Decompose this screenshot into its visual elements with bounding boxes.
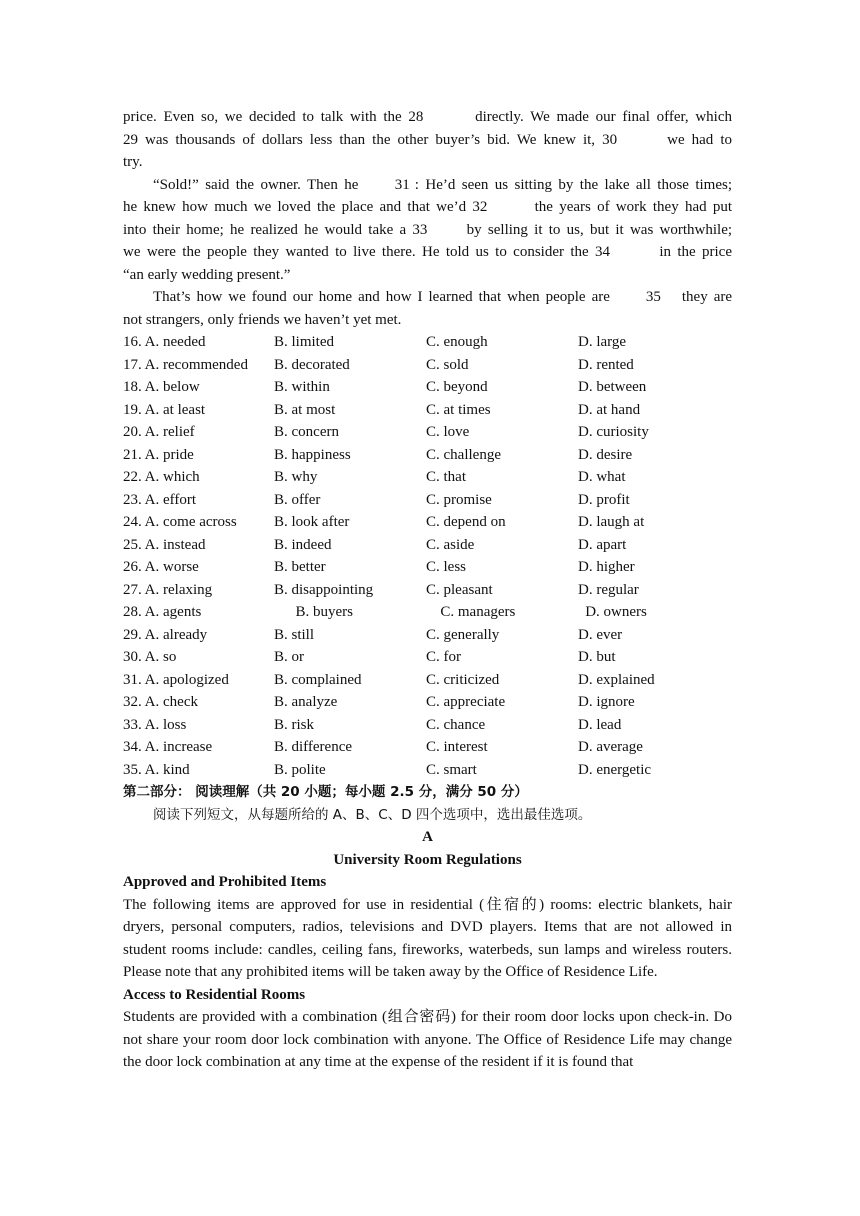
option-cell: C. aside <box>426 536 475 553</box>
passage-text: into their home; he realized he would take a <box>123 221 407 238</box>
option-cell: C. appreciate <box>426 694 506 710</box>
option-row <box>123 759 732 782</box>
passage-line <box>123 219 732 242</box>
option-cell: C. enough <box>426 334 488 350</box>
option-row <box>123 624 732 647</box>
option-cell: C. less <box>426 559 467 575</box>
passage-text: the years of work they had put <box>534 199 733 215</box>
passage-line <box>123 196 732 219</box>
option-cell: C. chance <box>426 716 486 733</box>
option-cell: 28. A. agents <box>123 604 202 620</box>
option-row <box>123 646 732 669</box>
option-cell: C. generally <box>426 626 500 643</box>
option-cell: 25. A. instead <box>123 536 206 553</box>
option-cell: C. for <box>426 649 461 665</box>
passage-line <box>123 286 732 309</box>
passage-text: : He’d seen us sitting by the lake all those times; <box>414 176 733 193</box>
option-row <box>123 669 732 692</box>
option-cell: 26. A. worse <box>123 559 199 575</box>
option-cell: B. happiness <box>274 446 351 463</box>
option-cell: D. what <box>578 469 626 485</box>
passage-text: we had to <box>667 131 732 148</box>
option-cell: B. at most <box>274 401 336 418</box>
option-cell: D. explained <box>578 671 655 688</box>
passage-text: “Sold!” said the owner. Then he <box>153 176 359 193</box>
option-cell: B. analyze <box>274 694 338 710</box>
option-row <box>123 736 732 759</box>
option-cell: D. at hand <box>578 401 641 418</box>
passage-text: we were the people they wanted to live there. He told us to consider the <box>123 244 589 260</box>
option-row <box>123 511 732 534</box>
option-cell: 21. A. pride <box>123 446 194 463</box>
option-row <box>123 579 732 602</box>
blank-number: 32 <box>472 199 488 215</box>
option-cell: B. within <box>274 379 330 395</box>
passage-line: “an early wedding present.” <box>123 266 291 283</box>
option-row <box>123 556 732 579</box>
option-row <box>123 489 732 512</box>
passage-line <box>123 129 732 152</box>
option-cell: C. managers <box>440 604 516 620</box>
passage-line <box>123 106 732 129</box>
option-row <box>123 601 732 624</box>
option-cell: D. average <box>578 739 643 755</box>
option-cell: D. curiosity <box>578 424 649 440</box>
passage-text: price. Even so, we decided to talk with the <box>123 109 402 125</box>
option-row <box>123 331 732 354</box>
option-cell: C. criticized <box>426 671 500 688</box>
blank-number: 30 <box>602 131 618 148</box>
option-cell: 27. A. relaxing <box>123 581 213 598</box>
option-row <box>123 421 732 444</box>
passage-line: not strangers, only friends we haven’t yet met. <box>123 311 402 328</box>
option-cell: 18. A. below <box>123 379 200 395</box>
option-cell: D. desire <box>578 446 633 463</box>
passage-text: in the price <box>659 244 732 260</box>
instruction: 阅读下列短文，从每题所给的 A、B、C、D 四个选项中，选出最佳选项。 <box>153 806 592 823</box>
option-row <box>123 444 732 467</box>
option-cell: B. disappointing <box>274 581 374 598</box>
passage-text: directly. We made our final offer, which <box>475 109 732 125</box>
option-row <box>123 399 732 422</box>
passage-line <box>123 241 732 264</box>
passage-line <box>123 174 732 197</box>
blank-number: 35 <box>645 289 661 305</box>
option-cell: C. depend on <box>426 514 506 530</box>
passage-line: try. <box>123 154 143 170</box>
blank-number: 33 <box>412 221 428 238</box>
option-cell: 17. A. recommended <box>123 356 248 373</box>
option-cell: D. owners <box>585 604 647 620</box>
option-cell: 22. A. which <box>123 469 200 485</box>
option-cell: D. regular <box>578 581 639 598</box>
option-cell: D. large <box>578 334 627 350</box>
option-cell: D. energetic <box>578 761 652 778</box>
part-heading: 第二部分： 阅读理解（共 20 小题；每小题 2.5 分，满分 50 分） <box>123 784 528 800</box>
option-row <box>123 376 732 399</box>
passage-text: was thousands of dollars less than the other buyer’s bid. We knew it, <box>145 131 596 148</box>
section-letter: A <box>422 829 433 845</box>
option-cell: C. promise <box>426 491 492 508</box>
option-cell: 20. A. relief <box>123 424 195 440</box>
option-cell: 35. A. kind <box>123 761 190 778</box>
passage-text: That’s how we found our home and how I learned that when people are <box>153 289 610 305</box>
option-cell: D. between <box>578 379 647 395</box>
option-cell: D. profit <box>578 491 630 508</box>
paragraph: Students are provided with a combination (组合密码) for their room door locks upon check-in. Do not share your room door lock combination with anyone. The Office of Residence Life may change the door lock combination at any time at the expense of the resident if it is found that <box>123 1009 732 1070</box>
passage-text: they are <box>681 289 733 305</box>
option-cell: B. risk <box>274 716 315 733</box>
option-row <box>123 691 732 714</box>
option-cell: C. love <box>426 424 470 440</box>
option-row <box>123 466 732 489</box>
option-cell: B. offer <box>274 491 321 508</box>
option-cell: C. beyond <box>426 379 488 395</box>
option-cell: B. or <box>274 649 304 665</box>
blank-number: 28 <box>408 109 424 125</box>
option-cell: D. higher <box>578 559 635 575</box>
option-cell: 23. A. effort <box>123 491 197 508</box>
subheading: Approved and Prohibited Items <box>123 874 327 890</box>
passage-text: he knew how much we loved the place and that we’d <box>123 199 467 215</box>
option-cell: C. at times <box>426 401 491 418</box>
option-cell: B. difference <box>274 739 353 755</box>
document-page <box>123 106 732 1074</box>
option-cell: 34. A. increase <box>123 739 213 755</box>
option-cell: C. interest <box>426 739 488 755</box>
option-row <box>123 354 732 377</box>
option-cell: B. why <box>274 469 318 485</box>
option-cell: 33. A. loss <box>123 716 187 733</box>
option-cell: B. concern <box>274 424 339 440</box>
option-cell: D. but <box>578 649 616 665</box>
paragraph: The following items are approved for use in residential (住宿的) rooms: electric blankets, hair dryers, personal computers, radios, televisions and DVD players. Items that are not allowed in student rooms include: candles, ceiling fans, fireworks, waterbeds, sun lamps and wireless routers. Please note that any prohibited items will be taken away by the Office of Residence Life. <box>123 896 732 980</box>
blank-number: 29 <box>123 131 138 148</box>
option-cell: B. decorated <box>274 356 350 373</box>
option-cell: 30. A. so <box>123 649 177 665</box>
option-cell: B. polite <box>274 761 326 778</box>
options-list <box>123 331 732 781</box>
article-title: University Room Regulations <box>333 851 522 868</box>
option-row <box>123 714 732 737</box>
option-cell: 24. A. come across <box>123 514 237 530</box>
option-cell: 32. A. check <box>123 694 198 710</box>
option-cell: C. sold <box>426 356 469 373</box>
option-cell: B. indeed <box>274 536 332 553</box>
option-cell: B. still <box>274 626 315 643</box>
passage-text: by selling it to us, but it was worthwhile; <box>466 221 733 238</box>
option-cell: C. challenge <box>426 446 501 463</box>
option-cell: C. smart <box>426 761 477 778</box>
option-cell: 31. A. apologized <box>123 671 229 688</box>
option-cell: B. limited <box>274 334 334 350</box>
option-cell: D. rented <box>578 356 634 373</box>
option-cell: D. ever <box>578 626 623 643</box>
option-cell: D. apart <box>578 536 627 553</box>
option-cell: B. complained <box>274 671 362 688</box>
option-cell: D. lead <box>578 716 622 733</box>
option-cell: B. look after <box>274 514 350 530</box>
blank-number: 31 <box>394 176 410 193</box>
option-cell: C. that <box>426 469 466 485</box>
option-cell: 19. A. at least <box>123 401 206 418</box>
option-cell: D. laugh at <box>578 514 645 530</box>
option-cell: B. buyers <box>295 604 353 620</box>
subheading: Access to Residential Rooms <box>123 986 306 1003</box>
option-cell: B. better <box>274 559 326 575</box>
blank-number: 34 <box>595 244 610 260</box>
option-cell: 16. A. needed <box>123 334 206 350</box>
option-cell: C. pleasant <box>426 581 493 598</box>
option-cell: D. ignore <box>578 694 635 710</box>
option-row <box>123 534 732 557</box>
option-cell: 29. A. already <box>123 626 208 643</box>
